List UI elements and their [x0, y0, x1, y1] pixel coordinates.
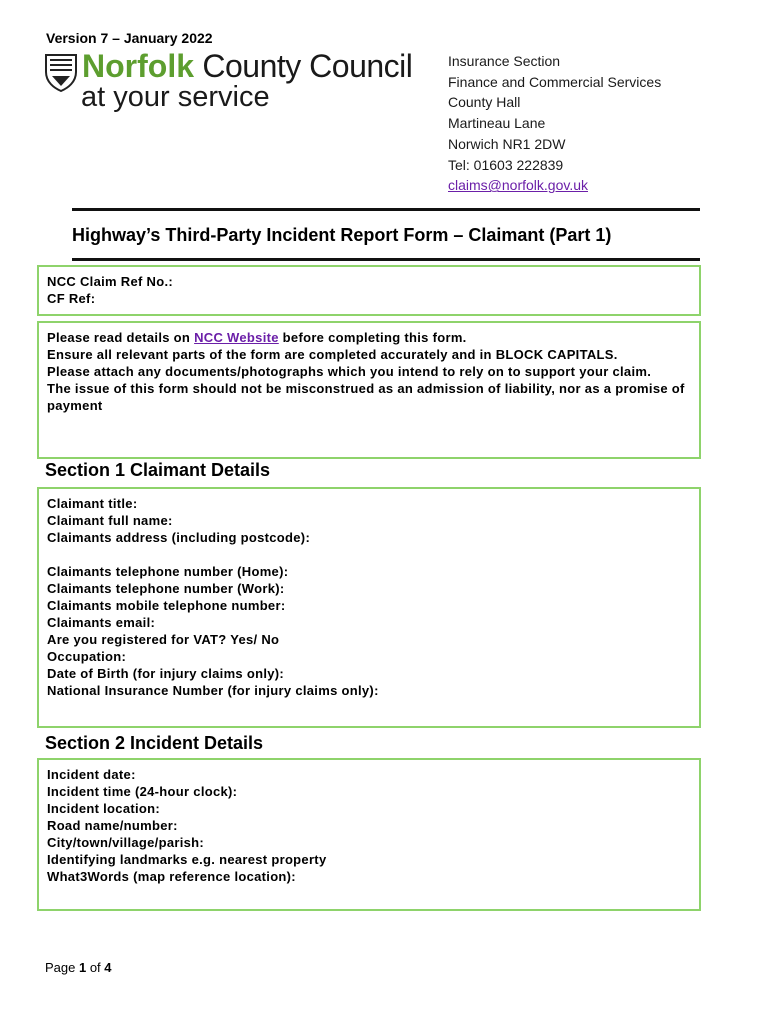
field-label: Claimants email:	[47, 615, 156, 630]
notice-line-liability: The issue of this form should not be misconstrued as an admission of liability, nor as a promise of payment	[47, 381, 685, 413]
email-link[interactable]: claims@norfolk.gov.uk	[448, 177, 588, 194]
cf-ref-label: CF Ref:	[47, 291, 96, 306]
council-crest-icon	[44, 52, 78, 92]
form-title: Highway’s Third-Party Incident Report Form – Claimant (Part 1)	[72, 225, 612, 245]
claim-ref-label: NCC Claim Ref No.:	[47, 274, 174, 289]
field-label: Occupation:	[47, 649, 127, 664]
address-line: Martineau Lane	[448, 115, 546, 132]
section2-heading: Section 2 Incident Details	[45, 733, 264, 753]
field-label: City/town/village/parish:	[47, 835, 205, 850]
notice-line-attach: Please attach any documents/photographs which you intend to rely on to support your claim.	[47, 364, 652, 379]
notice-read-suffix: before completing this form.	[278, 330, 467, 345]
field-label: Claimants mobile telephone number:	[47, 598, 286, 613]
ncc-website-link[interactable]: NCC Website	[194, 330, 279, 345]
field-label: Claimants address (including postcode):	[47, 530, 311, 545]
field-label: Incident location:	[47, 801, 161, 816]
field-label: Road name/number:	[47, 818, 178, 833]
field-label: Claimants telephone number (Work):	[47, 581, 285, 596]
title-top-rule	[72, 208, 700, 211]
field-label: Claimant full name:	[47, 513, 173, 528]
logo-tagline: at your service	[81, 81, 270, 113]
field-label: Incident time (24-hour clock):	[47, 784, 238, 799]
norfolk-county-council-logo	[44, 50, 424, 114]
address-line: Finance and Commercial Services	[448, 73, 662, 90]
address-block	[448, 51, 661, 196]
reference-box	[37, 265, 701, 316]
page-number	[45, 960, 112, 975]
notice-box	[37, 321, 701, 459]
logo-norfolk: Norfolk	[82, 48, 194, 84]
field-label: Date of Birth (for injury claims only):	[47, 666, 285, 681]
notice-read-prefix: Please read details on	[47, 330, 195, 345]
address-line: Norwich NR1 2DW	[448, 135, 566, 152]
page-of: of	[86, 960, 105, 975]
page-label: Page	[45, 960, 79, 975]
notice-line-read	[47, 329, 691, 346]
notice-line-block-capitals: Ensure all relevant parts of the form are completed accurately and in BLOCK CAPITALS.	[47, 347, 618, 362]
field-label: Incident date:	[47, 767, 136, 782]
address-line: Insurance Section	[448, 53, 561, 69]
field-label: Are you registered for VAT? Yes/ No	[47, 632, 280, 647]
page-total: 4	[104, 960, 112, 975]
version-label: Version 7 – January 2022	[46, 30, 213, 46]
claimant-details-box	[37, 487, 701, 728]
field-gap	[47, 546, 691, 563]
field-label: Claimants telephone number (Home):	[47, 564, 289, 579]
field-label: What3Words (map reference location):	[47, 869, 296, 884]
section1-heading: Section 1 Claimant Details	[45, 460, 271, 480]
field-label: National Insurance Number (for injury claims only):	[47, 683, 379, 698]
logo-county-council: County Council	[194, 48, 413, 84]
field-label: Identifying landmarks e.g. nearest property	[47, 852, 327, 867]
address-line: County Hall	[448, 94, 521, 111]
title-bottom-rule	[72, 258, 700, 261]
incident-details-box	[37, 758, 701, 911]
page-current: 1	[78, 960, 87, 975]
field-label: Claimant title:	[47, 496, 138, 511]
telephone-line: Tel: 01603 222839	[448, 156, 564, 173]
